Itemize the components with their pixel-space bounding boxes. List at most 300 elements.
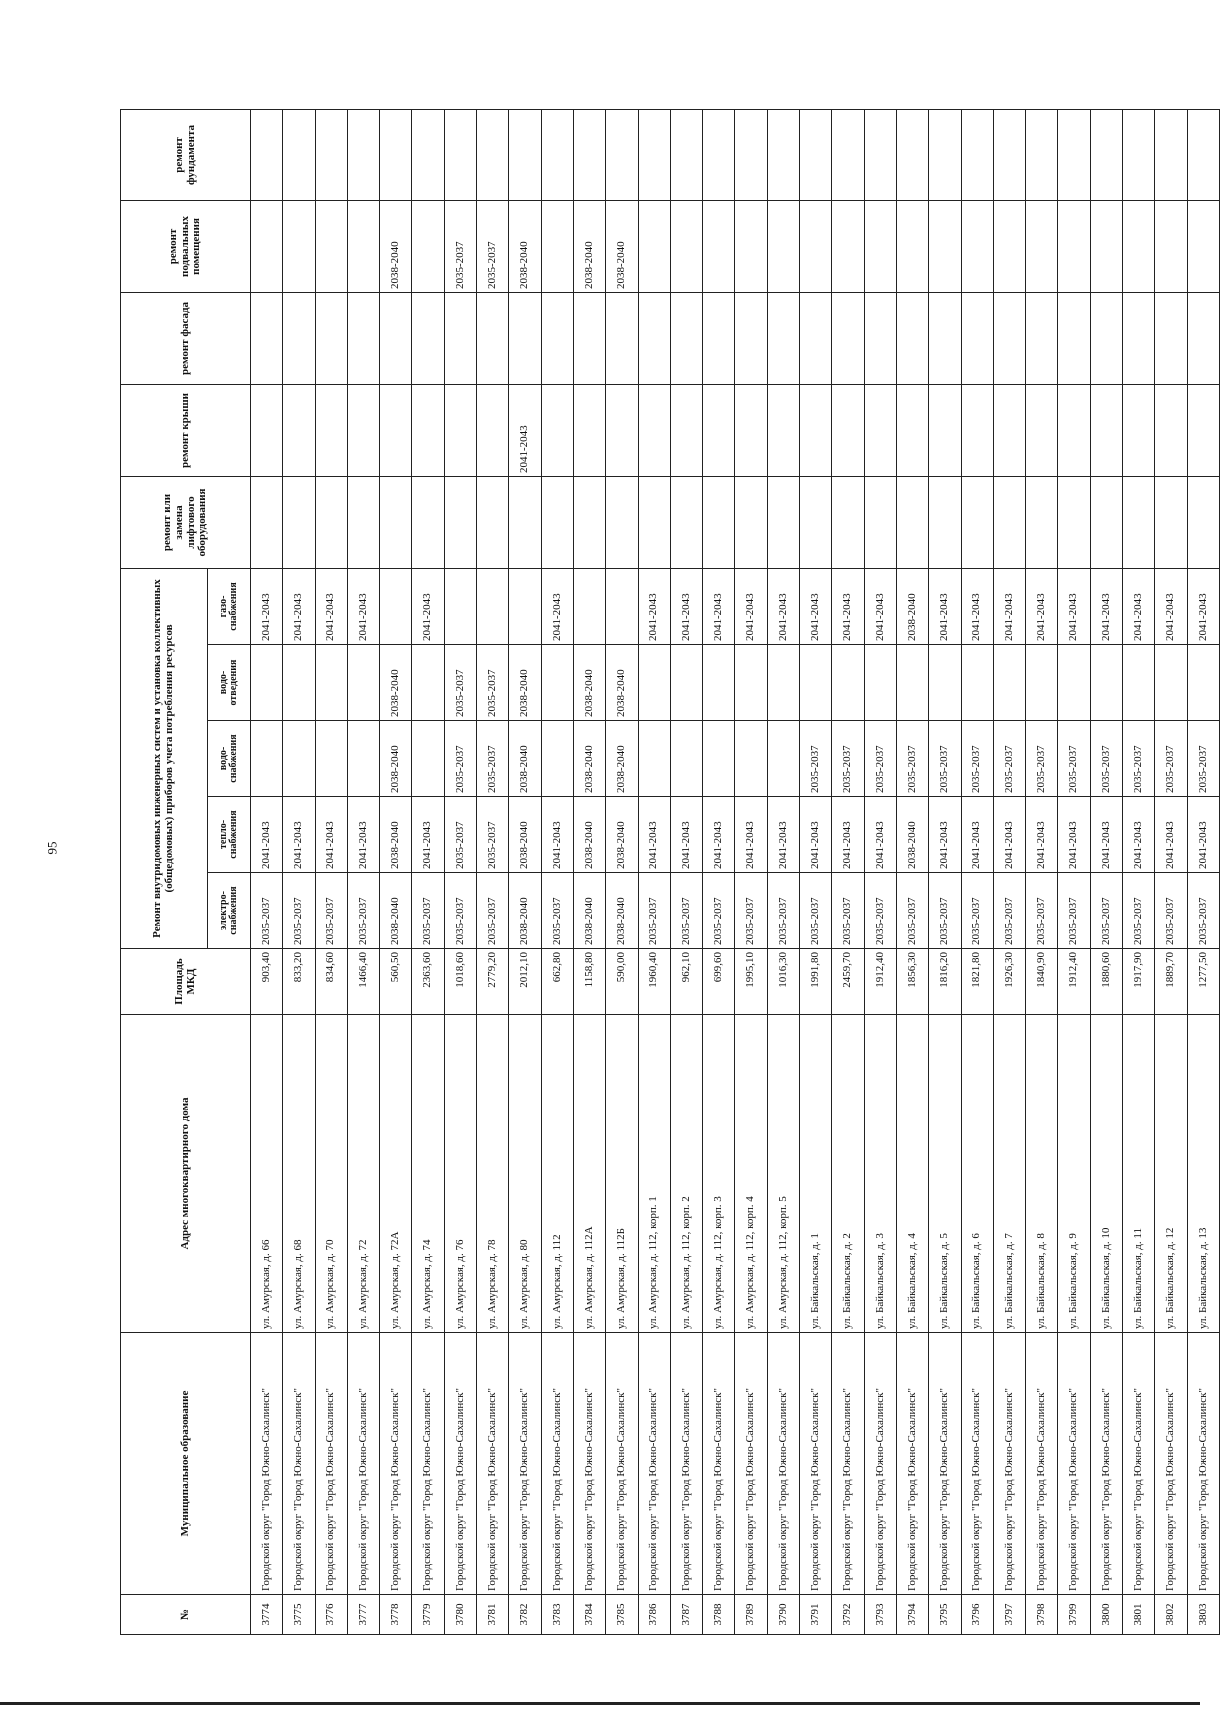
cell-roof xyxy=(1187,384,1219,476)
cell-heat: 2035-2037 xyxy=(444,797,476,873)
cell-water: 2035-2037 xyxy=(444,721,476,797)
cell-sewer: 2038-2040 xyxy=(606,645,638,721)
cell-base xyxy=(251,200,283,292)
cell-facade xyxy=(767,292,799,384)
cell-gas: 2041-2043 xyxy=(929,568,961,644)
cell-gas: 2041-2043 xyxy=(800,568,832,644)
cell-num: 3787 xyxy=(670,1595,702,1635)
cell-el: 2035-2037 xyxy=(896,873,928,949)
cell-sewer xyxy=(993,645,1025,721)
cell-el: 2035-2037 xyxy=(477,873,509,949)
cell-heat: 2038-2040 xyxy=(606,797,638,873)
cell-el: 2035-2037 xyxy=(1155,873,1187,949)
cell-base xyxy=(347,200,379,292)
cell-base xyxy=(638,200,670,292)
cell-el: 2035-2037 xyxy=(283,873,315,949)
cell-heat: 2041-2043 xyxy=(670,797,702,873)
cell-area: 1917,90 xyxy=(1123,949,1155,1015)
cell-found xyxy=(1058,109,1090,200)
cell-heat: 2041-2043 xyxy=(929,797,961,873)
table-row xyxy=(638,109,670,1634)
cell-water xyxy=(412,721,444,797)
cell-addr: ул. Байкальская, д. 7 xyxy=(993,1015,1025,1333)
cell-lift xyxy=(412,476,444,568)
cell-base: 2038-2040 xyxy=(606,200,638,292)
cell-lift xyxy=(444,476,476,568)
cell-water: 2035-2037 xyxy=(961,721,993,797)
cell-addr: ул. Амурская, д. 80 xyxy=(509,1015,541,1333)
cell-found xyxy=(929,109,961,200)
cell-water: 2035-2037 xyxy=(864,721,896,797)
header-elevator: ремонт или замена лифтового оборудования xyxy=(121,476,251,568)
cell-facade xyxy=(412,292,444,384)
cell-el: 2035-2037 xyxy=(412,873,444,949)
cell-heat: 2041-2043 xyxy=(1090,797,1122,873)
cell-sewer: 2035-2037 xyxy=(444,645,476,721)
cell-facade xyxy=(1090,292,1122,384)
cell-facade xyxy=(896,292,928,384)
cell-mun: Городской округ "Город Южно-Сахалинск" xyxy=(1123,1333,1155,1595)
cell-base: 2035-2037 xyxy=(477,200,509,292)
table-row xyxy=(993,109,1025,1634)
cell-base xyxy=(864,200,896,292)
cell-area: 1995,10 xyxy=(735,949,767,1015)
cell-lift xyxy=(573,476,605,568)
cell-sewer xyxy=(1058,645,1090,721)
cell-area: 1991,80 xyxy=(800,949,832,1015)
cell-found xyxy=(832,109,864,200)
cell-sewer xyxy=(735,645,767,721)
cell-heat: 2038-2040 xyxy=(509,797,541,873)
header-electro: электро-снабжения xyxy=(208,873,251,949)
cell-base xyxy=(670,200,702,292)
cell-found xyxy=(993,109,1025,200)
cell-water: 2038-2040 xyxy=(380,721,412,797)
cell-el: 2038-2040 xyxy=(509,873,541,949)
header-sewer: водо-отведения xyxy=(208,645,251,721)
cell-heat: 2041-2043 xyxy=(864,797,896,873)
cell-addr: ул. Амурская, д. 112 xyxy=(541,1015,573,1333)
header-gas: газо-снабжения xyxy=(208,568,251,644)
cell-base xyxy=(993,200,1025,292)
cell-el: 2038-2040 xyxy=(573,873,605,949)
cell-roof xyxy=(832,384,864,476)
cell-heat: 2041-2043 xyxy=(541,797,573,873)
cell-found xyxy=(283,109,315,200)
cell-found xyxy=(315,109,347,200)
table-row xyxy=(509,109,541,1634)
cell-area: 590,00 xyxy=(606,949,638,1015)
cell-roof xyxy=(1123,384,1155,476)
cell-num: 3776 xyxy=(315,1595,347,1635)
cell-gas xyxy=(606,568,638,644)
cell-heat: 2041-2043 xyxy=(251,797,283,873)
cell-el: 2035-2037 xyxy=(864,873,896,949)
cell-heat: 2041-2043 xyxy=(1058,797,1090,873)
cell-addr: ул. Байкальская, д. 6 xyxy=(961,1015,993,1333)
cell-gas: 2041-2043 xyxy=(541,568,573,644)
cell-found xyxy=(703,109,735,200)
cell-found xyxy=(961,109,993,200)
table-row xyxy=(283,109,315,1634)
cell-water xyxy=(541,721,573,797)
cell-roof xyxy=(412,384,444,476)
table-row xyxy=(767,109,799,1634)
cell-found xyxy=(412,109,444,200)
cell-lift xyxy=(1123,476,1155,568)
cell-facade xyxy=(1155,292,1187,384)
cell-area: 2779,20 xyxy=(477,949,509,1015)
cell-gas: 2041-2043 xyxy=(670,568,702,644)
cell-facade xyxy=(670,292,702,384)
cell-roof xyxy=(573,384,605,476)
cell-mun: Городской округ "Город Южно-Сахалинск" xyxy=(735,1333,767,1595)
table-row xyxy=(670,109,702,1634)
cell-num: 3786 xyxy=(638,1595,670,1635)
cell-sewer xyxy=(1123,645,1155,721)
cell-base xyxy=(703,200,735,292)
cell-mun: Городской округ "Город Южно-Сахалинск" xyxy=(993,1333,1025,1595)
cell-area: 1912,40 xyxy=(1058,949,1090,1015)
cell-el: 2035-2037 xyxy=(1090,873,1122,949)
cell-addr: ул. Амурская, д. 70 xyxy=(315,1015,347,1333)
cell-sewer xyxy=(1155,645,1187,721)
cell-num: 3794 xyxy=(896,1595,928,1635)
cell-roof xyxy=(380,384,412,476)
table-row xyxy=(380,109,412,1634)
cell-num: 3778 xyxy=(380,1595,412,1635)
cell-el: 2035-2037 xyxy=(929,873,961,949)
cell-addr: ул. Байкальская, д. 2 xyxy=(832,1015,864,1333)
table-row xyxy=(1058,109,1090,1634)
cell-heat: 2041-2043 xyxy=(283,797,315,873)
cell-mun: Городской округ "Город Южно-Сахалинск" xyxy=(864,1333,896,1595)
cell-el: 2035-2037 xyxy=(1058,873,1090,949)
cell-roof xyxy=(703,384,735,476)
cell-facade xyxy=(477,292,509,384)
cell-area: 2459,70 xyxy=(832,949,864,1015)
cell-gas: 2041-2043 xyxy=(412,568,444,644)
cell-found xyxy=(1187,109,1219,200)
cell-sewer: 2035-2037 xyxy=(477,645,509,721)
cell-heat: 2035-2037 xyxy=(477,797,509,873)
repair-schedule-table xyxy=(120,109,1220,1635)
cell-water: 2035-2037 xyxy=(929,721,961,797)
cell-found xyxy=(638,109,670,200)
cell-water: 2035-2037 xyxy=(1155,721,1187,797)
table-row xyxy=(1155,109,1187,1634)
cell-facade xyxy=(541,292,573,384)
cell-facade xyxy=(832,292,864,384)
cell-mun: Городской округ "Город Южно-Сахалинск" xyxy=(1155,1333,1187,1595)
cell-found xyxy=(864,109,896,200)
cell-roof xyxy=(1058,384,1090,476)
cell-water xyxy=(315,721,347,797)
cell-found xyxy=(573,109,605,200)
cell-heat: 2041-2043 xyxy=(961,797,993,873)
cell-roof xyxy=(541,384,573,476)
cell-roof xyxy=(896,384,928,476)
cell-num: 3789 xyxy=(735,1595,767,1635)
table-body xyxy=(251,109,1220,1634)
cell-roof xyxy=(929,384,961,476)
cell-gas: 2041-2043 xyxy=(347,568,379,644)
cell-sewer xyxy=(832,645,864,721)
cell-mun: Городской округ "Город Южно-Сахалинск" xyxy=(1058,1333,1090,1595)
cell-lift xyxy=(1090,476,1122,568)
cell-lift xyxy=(315,476,347,568)
cell-lift xyxy=(993,476,1025,568)
cell-area: 1856,30 xyxy=(896,949,928,1015)
cell-area: 903,40 xyxy=(251,949,283,1015)
cell-gas: 2041-2043 xyxy=(864,568,896,644)
cell-addr: ул. Байкальская, д. 5 xyxy=(929,1015,961,1333)
cell-water: 2035-2037 xyxy=(1123,721,1155,797)
header-facade: ремонт фасада xyxy=(121,292,251,384)
cell-roof xyxy=(735,384,767,476)
cell-base xyxy=(541,200,573,292)
cell-addr: ул. Байкальская, д. 3 xyxy=(864,1015,896,1333)
cell-mun: Городской округ "Город Южно-Сахалинск" xyxy=(509,1333,541,1595)
rotated-table-container xyxy=(120,110,1220,1635)
cell-el: 2035-2037 xyxy=(444,873,476,949)
cell-el: 2035-2037 xyxy=(670,873,702,949)
cell-gas xyxy=(444,568,476,644)
cell-area: 1880,60 xyxy=(1090,949,1122,1015)
cell-gas xyxy=(509,568,541,644)
cell-gas: 2041-2043 xyxy=(638,568,670,644)
cell-base xyxy=(896,200,928,292)
cell-gas: 2041-2043 xyxy=(283,568,315,644)
cell-area: 662,80 xyxy=(541,949,573,1015)
cell-area: 1912,40 xyxy=(864,949,896,1015)
cell-base xyxy=(283,200,315,292)
table-row xyxy=(703,109,735,1634)
page-number: 95 xyxy=(44,841,60,855)
cell-addr: ул. Байкальская, д. 1 xyxy=(800,1015,832,1333)
cell-facade xyxy=(1187,292,1219,384)
table-row xyxy=(315,109,347,1634)
cell-mun: Городской округ "Город Южно-Сахалинск" xyxy=(929,1333,961,1595)
cell-addr: ул. Байкальская, д. 11 xyxy=(1123,1015,1155,1333)
cell-facade xyxy=(1026,292,1058,384)
cell-mun: Городской округ "Город Южно-Сахалинск" xyxy=(638,1333,670,1595)
cell-num: 3792 xyxy=(832,1595,864,1635)
cell-roof xyxy=(1155,384,1187,476)
cell-lift xyxy=(1026,476,1058,568)
cell-area: 1466,40 xyxy=(347,949,379,1015)
cell-lift xyxy=(929,476,961,568)
cell-mun: Городской округ "Город Южно-Сахалинск" xyxy=(283,1333,315,1595)
cell-addr: ул. Байкальская, д. 4 xyxy=(896,1015,928,1333)
cell-addr: ул. Байкальская, д. 8 xyxy=(1026,1015,1058,1333)
cell-facade xyxy=(929,292,961,384)
cell-gas: 2041-2043 xyxy=(1123,568,1155,644)
cell-heat: 2038-2040 xyxy=(380,797,412,873)
header-foundation: ремонт фундамента xyxy=(121,109,251,200)
cell-lift xyxy=(606,476,638,568)
cell-lift xyxy=(703,476,735,568)
cell-addr: ул. Амурская, д. 72А xyxy=(380,1015,412,1333)
cell-mun: Городской округ "Город Южно-Сахалинск" xyxy=(444,1333,476,1595)
cell-facade xyxy=(606,292,638,384)
cell-area: 834,60 xyxy=(315,949,347,1015)
cell-water: 2038-2040 xyxy=(573,721,605,797)
cell-area: 1158,80 xyxy=(573,949,605,1015)
table-row xyxy=(573,109,605,1634)
cell-facade xyxy=(864,292,896,384)
cell-el: 2035-2037 xyxy=(993,873,1025,949)
cell-water xyxy=(767,721,799,797)
cell-water xyxy=(283,721,315,797)
cell-num: 3788 xyxy=(703,1595,735,1635)
cell-mun: Городской округ "Город Южно-Сахалинск" xyxy=(477,1333,509,1595)
cell-facade xyxy=(1123,292,1155,384)
cell-el: 2038-2040 xyxy=(380,873,412,949)
cell-addr: ул. Амурская, д. 74 xyxy=(412,1015,444,1333)
cell-gas: 2041-2043 xyxy=(767,568,799,644)
cell-lift xyxy=(380,476,412,568)
cell-lift xyxy=(896,476,928,568)
cell-lift xyxy=(638,476,670,568)
cell-gas: 2041-2043 xyxy=(735,568,767,644)
cell-sewer xyxy=(767,645,799,721)
cell-el: 2035-2037 xyxy=(1123,873,1155,949)
cell-water xyxy=(703,721,735,797)
cell-facade xyxy=(573,292,605,384)
cell-el: 2035-2037 xyxy=(1026,873,1058,949)
cell-num: 3797 xyxy=(993,1595,1025,1635)
cell-facade xyxy=(347,292,379,384)
cell-mun: Городской округ "Город Южно-Сахалинск" xyxy=(315,1333,347,1595)
cell-mun: Городской округ "Город Южно-Сахалинск" xyxy=(1090,1333,1122,1595)
cell-mun: Городской округ "Город Южно-Сахалинск" xyxy=(670,1333,702,1595)
cell-facade xyxy=(800,292,832,384)
cell-facade xyxy=(735,292,767,384)
cell-water: 2038-2040 xyxy=(509,721,541,797)
cell-lift xyxy=(670,476,702,568)
cell-sewer: 2038-2040 xyxy=(509,645,541,721)
cell-el: 2035-2037 xyxy=(800,873,832,949)
cell-area: 1018,60 xyxy=(444,949,476,1015)
cell-found xyxy=(347,109,379,200)
cell-facade xyxy=(283,292,315,384)
table-row xyxy=(832,109,864,1634)
cell-lift xyxy=(283,476,315,568)
cell-addr: ул. Амурская, д. 112, корп. 5 xyxy=(767,1015,799,1333)
cell-area: 833,20 xyxy=(283,949,315,1015)
cell-lift xyxy=(1058,476,1090,568)
table-row xyxy=(896,109,928,1634)
cell-sewer xyxy=(1187,645,1219,721)
cell-area: 1889,70 xyxy=(1155,949,1187,1015)
cell-roof xyxy=(767,384,799,476)
cell-num: 3774 xyxy=(251,1595,283,1635)
cell-found xyxy=(1155,109,1187,200)
cell-mun: Городской округ "Город Южно-Сахалинск" xyxy=(541,1333,573,1595)
cell-facade xyxy=(509,292,541,384)
cell-base xyxy=(767,200,799,292)
cell-mun: Городской округ "Город Южно-Сахалинск" xyxy=(380,1333,412,1595)
cell-addr: ул. Амурская, д. 112А xyxy=(573,1015,605,1333)
cell-mun: Городской округ "Город Южно-Сахалинск" xyxy=(412,1333,444,1595)
cell-heat: 2041-2043 xyxy=(1187,797,1219,873)
cell-sewer xyxy=(1090,645,1122,721)
cell-num: 3801 xyxy=(1123,1595,1155,1635)
cell-gas: 2041-2043 xyxy=(315,568,347,644)
cell-base: 2038-2040 xyxy=(573,200,605,292)
cell-roof xyxy=(670,384,702,476)
cell-found xyxy=(380,109,412,200)
cell-roof xyxy=(993,384,1025,476)
cell-water: 2038-2040 xyxy=(606,721,638,797)
cell-num: 3784 xyxy=(573,1595,605,1635)
cell-facade xyxy=(703,292,735,384)
cell-sewer: 2038-2040 xyxy=(380,645,412,721)
table-row xyxy=(864,109,896,1634)
cell-area: 560,50 xyxy=(380,949,412,1015)
cell-sewer xyxy=(315,645,347,721)
cell-roof xyxy=(251,384,283,476)
cell-area: 1816,20 xyxy=(929,949,961,1015)
table-row xyxy=(961,109,993,1634)
cell-sewer: 2038-2040 xyxy=(573,645,605,721)
cell-addr: ул. Байкальская, д. 13 xyxy=(1187,1015,1219,1333)
cell-gas: 2041-2043 xyxy=(1155,568,1187,644)
cell-water: 2035-2037 xyxy=(1187,721,1219,797)
cell-gas: 2041-2043 xyxy=(993,568,1025,644)
header-municipality: Муниципальное образование xyxy=(121,1333,251,1595)
cell-area: 699,60 xyxy=(703,949,735,1015)
cell-addr: ул. Амурская, д. 112Б xyxy=(606,1015,638,1333)
cell-found xyxy=(509,109,541,200)
cell-sewer xyxy=(541,645,573,721)
table-row xyxy=(1026,109,1058,1634)
cell-area: 2012,10 xyxy=(509,949,541,1015)
cell-found xyxy=(800,109,832,200)
cell-heat: 2041-2043 xyxy=(315,797,347,873)
cell-roof xyxy=(961,384,993,476)
cell-sewer xyxy=(412,645,444,721)
cell-found xyxy=(767,109,799,200)
table-row xyxy=(1123,109,1155,1634)
cell-sewer xyxy=(896,645,928,721)
cell-gas: 2041-2043 xyxy=(1058,568,1090,644)
cell-water: 2035-2037 xyxy=(896,721,928,797)
cell-water xyxy=(638,721,670,797)
cell-heat: 2041-2043 xyxy=(767,797,799,873)
cell-num: 3798 xyxy=(1026,1595,1058,1635)
cell-found xyxy=(1090,109,1122,200)
cell-roof xyxy=(864,384,896,476)
cell-base xyxy=(1187,200,1219,292)
table-row xyxy=(1187,109,1219,1634)
cell-mun: Городской округ "Город Южно-Сахалинск" xyxy=(896,1333,928,1595)
cell-lift xyxy=(541,476,573,568)
cell-num: 3799 xyxy=(1058,1595,1090,1635)
cell-addr: ул. Амурская, д. 68 xyxy=(283,1015,315,1333)
cell-heat: 2041-2043 xyxy=(1026,797,1058,873)
cell-addr: ул. Амурская, д. 78 xyxy=(477,1015,509,1333)
cell-base: 2035-2037 xyxy=(444,200,476,292)
cell-lift xyxy=(251,476,283,568)
cell-num: 3783 xyxy=(541,1595,573,1635)
cell-gas xyxy=(380,568,412,644)
table-row xyxy=(251,109,283,1634)
cell-sewer xyxy=(864,645,896,721)
cell-heat: 2041-2043 xyxy=(1155,797,1187,873)
cell-area: 1926,30 xyxy=(993,949,1025,1015)
